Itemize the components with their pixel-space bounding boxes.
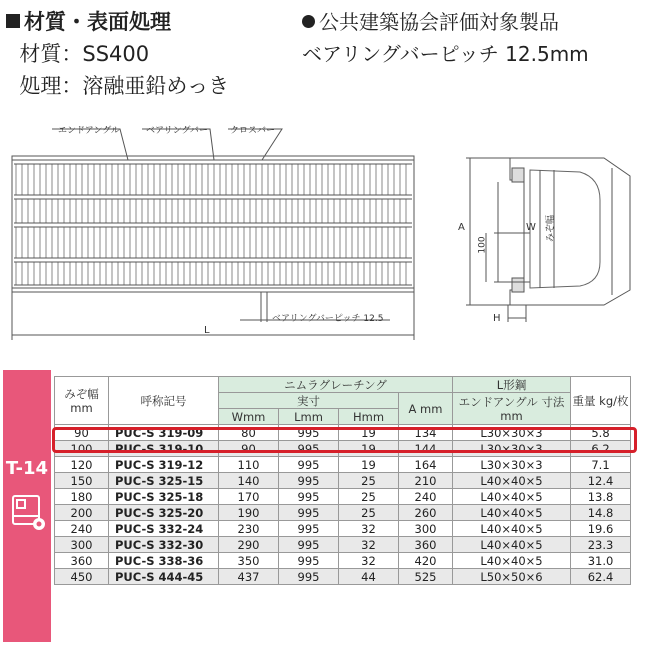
th-l: Lmm bbox=[279, 409, 339, 425]
table-cell: 19.6 bbox=[571, 521, 631, 537]
table-cell: 25 bbox=[339, 473, 399, 489]
table-cell: 32 bbox=[339, 537, 399, 553]
table-cell: 290 bbox=[219, 537, 279, 553]
table-cell: L40×40×5 bbox=[453, 521, 571, 537]
table-cell: PUC-S 319-10 bbox=[109, 441, 219, 457]
table-cell: 260 bbox=[399, 505, 453, 521]
table-cell: 170 bbox=[219, 489, 279, 505]
table-row bbox=[55, 441, 631, 457]
table-cell: PUC-S 319-12 bbox=[109, 457, 219, 473]
th-groove: みぞ幅 mm bbox=[55, 377, 109, 425]
table-row bbox=[55, 457, 631, 473]
cross-bar-label: クロスバー bbox=[230, 126, 276, 136]
table-cell: 12.4 bbox=[571, 473, 631, 489]
th-h: Hmm bbox=[339, 409, 399, 425]
table-cell: L40×40×5 bbox=[453, 553, 571, 569]
table-row bbox=[55, 537, 631, 553]
length-dimension-label: L bbox=[204, 325, 210, 336]
table-cell: PUC-S 325-20 bbox=[109, 505, 219, 521]
table-cell: 210 bbox=[399, 473, 453, 489]
groove-width-label: みぞ幅 bbox=[546, 214, 557, 243]
table-cell: 995 bbox=[279, 473, 339, 489]
table-cell: L40×40×5 bbox=[453, 473, 571, 489]
table-cell: 300 bbox=[55, 537, 109, 553]
table-cell: 13.8 bbox=[571, 489, 631, 505]
table-cell: 31.0 bbox=[571, 553, 631, 569]
table-cell: 995 bbox=[279, 521, 339, 537]
table-cell: 90 bbox=[55, 425, 109, 441]
table-row bbox=[55, 521, 631, 537]
table-cell: 995 bbox=[279, 441, 339, 457]
table-cell: 995 bbox=[279, 425, 339, 441]
depth-100-label: 100 bbox=[477, 236, 488, 254]
th-grating: ニムラグレーチング bbox=[219, 377, 453, 393]
table-cell: 240 bbox=[55, 521, 109, 537]
table-cell: L40×40×5 bbox=[453, 537, 571, 553]
table-cell: 110 bbox=[219, 457, 279, 473]
table-cell: 525 bbox=[399, 569, 453, 585]
table-cell: 100 bbox=[55, 441, 109, 457]
h-dimension-label: H bbox=[493, 313, 501, 324]
table-cell: 14.8 bbox=[571, 505, 631, 521]
table-cell: 80 bbox=[219, 425, 279, 441]
table-cell: 32 bbox=[339, 553, 399, 569]
plan-outline bbox=[12, 156, 414, 292]
th-a: A mm bbox=[399, 393, 453, 425]
table-row bbox=[55, 489, 631, 505]
table-cell: 450 bbox=[55, 569, 109, 585]
table-cell: L30×30×3 bbox=[453, 441, 571, 457]
treatment-text: 処理：溶融亜鉛めっき bbox=[19, 74, 230, 98]
th-weight: 重量 kg/枚 bbox=[571, 377, 631, 425]
th-angle: L形鋼 bbox=[453, 377, 571, 393]
category-code: T-14 bbox=[5, 458, 49, 479]
table-cell: PUC-S 332-24 bbox=[109, 521, 219, 537]
table-cell: 300 bbox=[399, 521, 453, 537]
table-cell: L30×30×3 bbox=[453, 425, 571, 441]
category-sidebar bbox=[3, 370, 51, 642]
table-cell: PUC-S 325-18 bbox=[109, 489, 219, 505]
w-dimension-label: W bbox=[526, 222, 536, 233]
table-cell: PUC-S 444-45 bbox=[109, 569, 219, 585]
table-cell: 995 bbox=[279, 553, 339, 569]
table-cell: L50×50×6 bbox=[453, 569, 571, 585]
end-angle-label: エンドアングル bbox=[58, 126, 120, 136]
table-cell: PUC-S 325-15 bbox=[109, 473, 219, 489]
table-cell: 19 bbox=[339, 441, 399, 457]
table-cell: 995 bbox=[279, 537, 339, 553]
pitch-text: ベアリングバーピッチ 12.5mm bbox=[302, 42, 589, 66]
table-cell: 164 bbox=[399, 457, 453, 473]
table-cell: 5.8 bbox=[571, 425, 631, 441]
table-cell: 120 bbox=[55, 457, 109, 473]
table-cell: 995 bbox=[279, 489, 339, 505]
table-cell: 25 bbox=[339, 489, 399, 505]
table-cell: 190 bbox=[219, 505, 279, 521]
table-cell: 44 bbox=[339, 569, 399, 585]
table-cell: 240 bbox=[399, 489, 453, 505]
table-cell: PUC-S 332-30 bbox=[109, 537, 219, 553]
table-cell: 995 bbox=[279, 457, 339, 473]
table-cell: PUC-S 319-09 bbox=[109, 425, 219, 441]
table-row bbox=[55, 425, 631, 441]
th-w: Wmm bbox=[219, 409, 279, 425]
table-cell: 25 bbox=[339, 505, 399, 521]
table-cell: 62.4 bbox=[571, 569, 631, 585]
table-cell: 134 bbox=[399, 425, 453, 441]
table-row bbox=[55, 505, 631, 521]
vehicle-icon bbox=[3, 370, 51, 642]
certification-title: 公共建築協会評価対象製品 bbox=[319, 10, 559, 34]
table-cell: 360 bbox=[399, 537, 453, 553]
table-cell: 32 bbox=[339, 521, 399, 537]
table-cell: 360 bbox=[55, 553, 109, 569]
table-cell: 995 bbox=[279, 569, 339, 585]
table-cell: 437 bbox=[219, 569, 279, 585]
table-row bbox=[55, 569, 631, 585]
table-cell: 23.3 bbox=[571, 537, 631, 553]
table-cell: 420 bbox=[399, 553, 453, 569]
table-cell: 200 bbox=[55, 505, 109, 521]
table-cell: L40×40×5 bbox=[453, 489, 571, 505]
table-cell: PUC-S 338-36 bbox=[109, 553, 219, 569]
a-dimension-label: A bbox=[458, 222, 465, 233]
material-title: 材質・表面処理 bbox=[24, 10, 171, 34]
th-model: 呼称記号 bbox=[109, 377, 219, 425]
th-actual: 実寸 bbox=[219, 393, 399, 409]
table-cell: 230 bbox=[219, 521, 279, 537]
table-row bbox=[55, 553, 631, 569]
bearing-bar-label: ベアリングバー bbox=[146, 126, 208, 136]
table-cell: 7.1 bbox=[571, 457, 631, 473]
spec-table bbox=[54, 376, 631, 585]
table-row bbox=[55, 473, 631, 489]
table-cell: 19 bbox=[339, 425, 399, 441]
table-cell: 6.2 bbox=[571, 441, 631, 457]
table-cell: L40×40×5 bbox=[453, 505, 571, 521]
table-cell: 995 bbox=[279, 505, 339, 521]
table-cell: 150 bbox=[55, 473, 109, 489]
table-cell: 350 bbox=[219, 553, 279, 569]
table-cell: 19 bbox=[339, 457, 399, 473]
table-cell: 140 bbox=[219, 473, 279, 489]
th-angle-dim: エンドアングル 寸法mm bbox=[453, 393, 571, 425]
material-text: 材質：SS400 bbox=[19, 42, 150, 66]
pitch-dimension-label: ベアリングバーピッチ 12.5 bbox=[272, 314, 384, 324]
table-cell: L30×30×3 bbox=[453, 457, 571, 473]
table-cell: 180 bbox=[55, 489, 109, 505]
table-cell: 144 bbox=[399, 441, 453, 457]
table-cell: 90 bbox=[219, 441, 279, 457]
